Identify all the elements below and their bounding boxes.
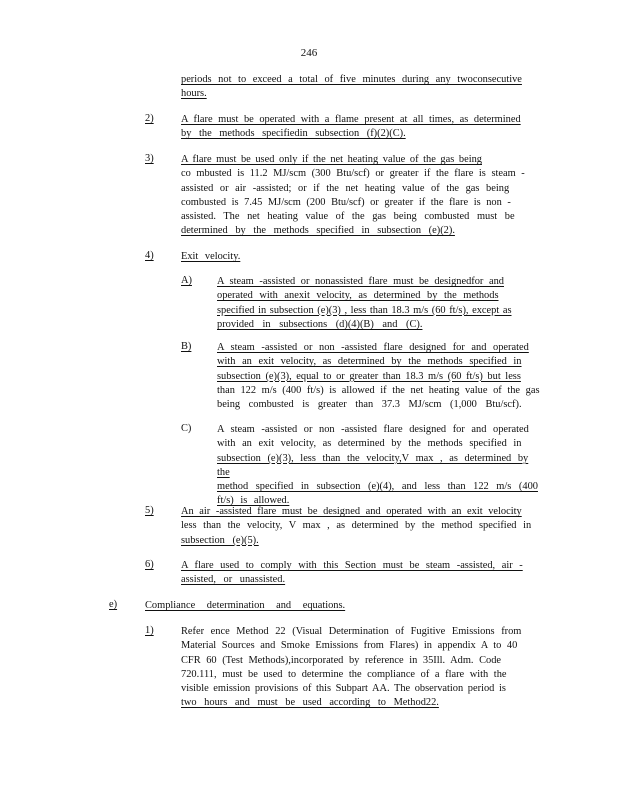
text-line: less than the velocity, V max , as determined by the method specified in	[181, 520, 532, 532]
text-line: by the methods specifiedin subsection (f)(2)(C).	[181, 128, 406, 140]
sub-item-a-paragraph	[217, 275, 542, 332]
section-marker-e: e)	[109, 599, 118, 610]
text-line: two hours and must be used according to Method22.	[181, 697, 439, 709]
text-line: A steam -assisted or nonassisted flare must be designedfor and	[217, 276, 504, 287]
text-line: subsection (e)(3), equal to or greater than 18.3 m/s (60 ft/s) but less	[217, 370, 521, 382]
text-line: provided in subsections (d)(4)(B) and (C).	[217, 318, 423, 330]
sub-item-marker-a: A)	[181, 275, 192, 286]
item-4-heading	[181, 250, 240, 264]
text-line: method specified in subsection (e)(4), and less than 122 m/s (400	[217, 481, 538, 493]
section-e-heading	[145, 599, 345, 613]
item-marker-2: 2)	[145, 113, 154, 124]
text-line: A steam -assisted or non -assisted flare designed for and operated	[217, 424, 529, 435]
text-line: operated with anexit velocity, as determined by the methods	[217, 290, 499, 302]
text-line: combusted is 7.45 MJ/scm (200 Btu/scf) or greater if the flare is non -	[181, 196, 511, 208]
sub-item-marker-c: C)	[181, 423, 192, 434]
text-line: subsection (e)(3), less than the velocity,V max , as determined by the	[217, 452, 529, 478]
text-line: 720.111, must be used to determine the compliance of a flare with the	[181, 668, 507, 680]
section-e-item-marker-1: 1)	[145, 625, 154, 636]
sub-item-b-paragraph	[217, 341, 542, 412]
text-line: assisted. The net heating value of the gas being combusted must be	[181, 211, 515, 223]
section-e-item-1-paragraph	[181, 625, 541, 711]
text-line: periods not to exceed a total of five minutes during any twoconsecutive	[181, 74, 522, 85]
item-6-paragraph	[181, 559, 533, 588]
text-line: A flare must be used only if the net heating value of the gas being	[181, 154, 482, 165]
text-line: CFR 60 (Test Methods),incorporated by reference in 35Ill. Adm. Code	[181, 654, 502, 666]
text-line: Material Sources and Smoke Emissions from Flares) in appendix A to 40	[181, 640, 518, 652]
text-line: subsection (e)(5).	[181, 534, 259, 546]
text-line: Compliance determination and equations.	[145, 600, 346, 611]
text-line: ft/s) is allowed.	[217, 495, 290, 507]
text-line: determined by the methods specified in subsection (e)(2).	[181, 225, 455, 237]
text-line: An air -assisted flare must be designed and operated with an exit velocity	[181, 506, 522, 517]
text-line: specified in subsection (e)(3) , less than 18.3 m/s (60 ft/s), except as	[217, 304, 512, 316]
sub-item-marker-b: B)	[181, 341, 192, 352]
text-line: with an exit velocity, as determined by the methods specified in	[217, 438, 522, 450]
text-line: co mbusted is 11.2 MJ/scm (300 Btu/scf) or greater if the flare is steam -	[181, 168, 525, 180]
text-line: assisted or air -assisted; or if the net heating value of the gas being	[181, 182, 510, 194]
item-marker-6: 6)	[145, 559, 154, 570]
item-marker-4: 4)	[145, 250, 154, 261]
text-line: with an exit velocity, as determined by the methods specified in	[217, 356, 522, 368]
text-line: Refer ence Method 22 (Visual Determination of Fugitive Emissions from	[181, 626, 522, 637]
text-line: A flare used to comply with this Section must be steam -assisted, air -	[181, 560, 523, 571]
text-line: hours.	[181, 88, 207, 100]
text-line: than 122 m/s (400 ft/s) is allowed if the net heating value of the gas	[217, 384, 540, 396]
item-2-paragraph	[181, 113, 533, 142]
item-5-paragraph	[181, 505, 533, 548]
page-number: 246	[300, 47, 318, 59]
item-marker-3: 3)	[145, 153, 154, 164]
item-3-paragraph	[181, 153, 531, 239]
text-line: A steam -assisted or non -assisted flare designed for and operated	[217, 342, 529, 353]
continuation-paragraph	[181, 73, 531, 102]
text-line: being combusted is greater than 37.3 MJ/scm (1,000 Btu/scf).	[217, 399, 522, 411]
text-line: visible emission provisions of this Subpart AA. The observation period is	[181, 683, 506, 695]
sub-item-c-paragraph	[217, 423, 542, 509]
text-line: assisted, or unassisted.	[181, 574, 286, 586]
text-line: A flare must be operated with a flame present at all times, as determined	[181, 114, 521, 125]
item-marker-5: 5)	[145, 505, 154, 516]
text-line: Exit velocity.	[181, 251, 241, 262]
